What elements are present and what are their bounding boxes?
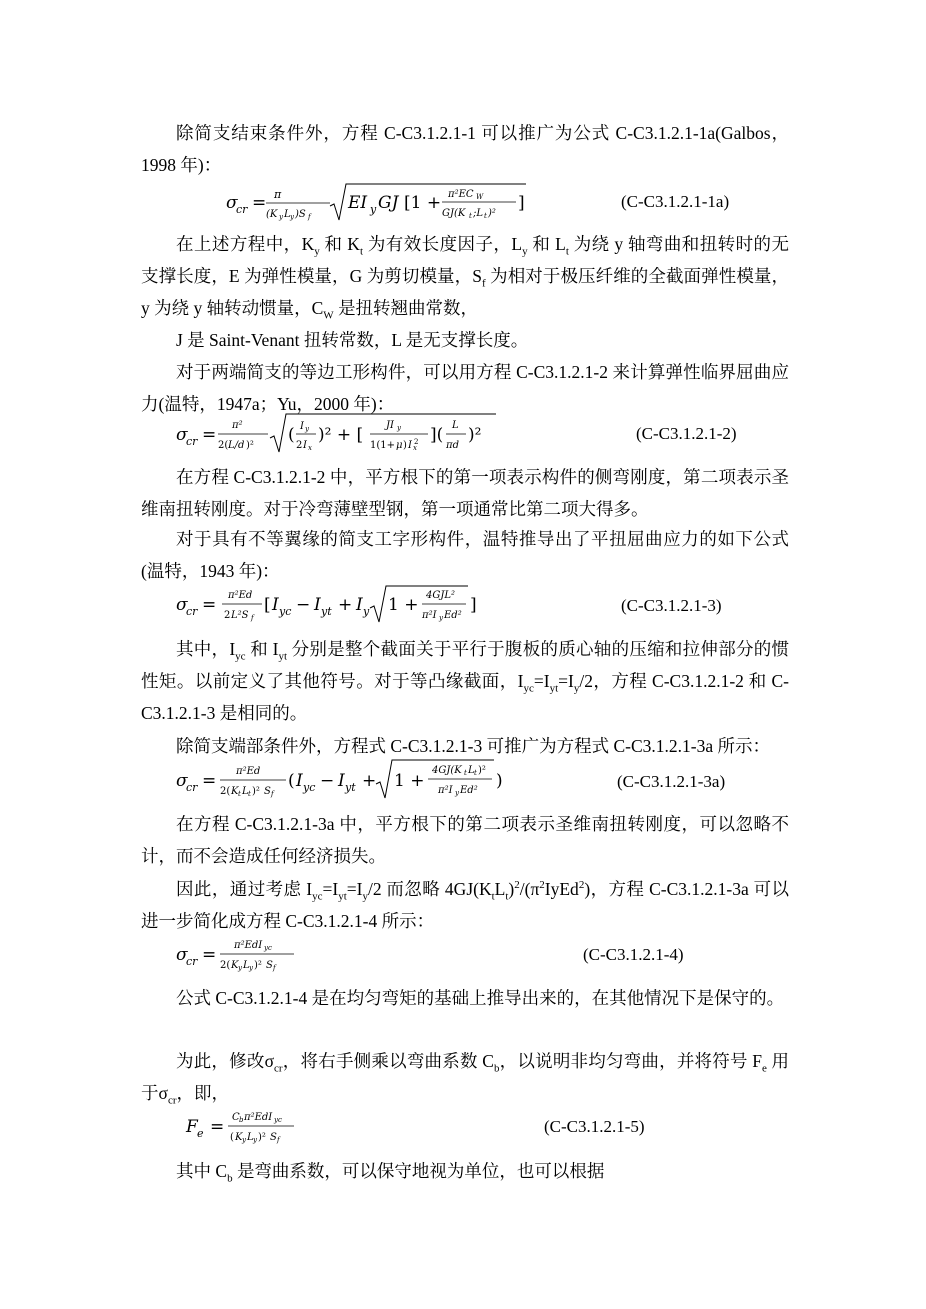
svg-text:π²I: π²I [422,610,437,621]
svg-text:y: y [279,213,283,221]
svg-text:b: b [239,1116,244,1124]
svg-text:I: I [296,771,303,791]
svg-text:π²Ed: π²Ed [236,766,261,777]
equation-5-formula [186,1104,316,1148]
paragraph-text: 对于两端简支的等边工形构件，可以用方程 C-C3.1.2.1-2 来计算弹性临界屈曲应力(温特，1947a；Yu，2000 年)： [141,362,789,415]
svg-text:I: I [356,595,363,615]
svg-text:yc: yc [303,781,316,794]
paragraph-saint-venant [141,324,789,356]
svg-text:=: = [202,425,217,445]
svg-text:cr: cr [186,955,198,968]
svg-text:S: S [270,1132,277,1143]
svg-text:]: ] [470,595,477,615]
paragraph-text: 除简支结束条件外，方程 C-C3.1.2.1-1 可以推广为公式 C-C3.1.2.1-1a(Galbos，1998 年)： [141,123,789,176]
svg-text:2: 2 [296,440,303,451]
svg-text:C: C [232,1112,240,1123]
svg-text:yt: yt [321,605,332,618]
svg-text:yc: yc [279,605,292,618]
svg-text:σ: σ [176,595,188,615]
svg-text:I: I [314,595,321,615]
svg-text:x: x [413,444,417,452]
paragraph-text: 对于具有不等翼缘的简支工字形构件，温特推导出了平扭屈曲应力的如下公式(温特，1943 年)： [141,529,789,582]
svg-text:y: y [363,605,370,618]
paragraph-unequal-flanges [141,523,789,587]
equation-3-formula [176,582,486,626]
equation-2 [176,412,496,454]
svg-text:t: t [464,769,467,777]
svg-text:2(: 2( [218,440,229,451]
svg-text:F: F [186,1117,198,1137]
svg-text:=: = [252,193,267,213]
svg-text:yc: yc [274,1116,282,1124]
paragraph-cb: 其中 $C_b$ 是弯曲系数，可以保守地视为单位，也可以根据 [176,1161,605,1185]
svg-text:t: t [474,769,477,777]
svg-text:I: I [300,421,304,432]
svg-text:): ) [403,440,407,451]
equation-3a [176,758,506,800]
svg-text:L²S: L²S [231,610,249,621]
svg-text:σ: σ [226,193,238,213]
svg-text:=: = [202,771,217,791]
paragraph-doubly-symmetric [141,356,789,420]
svg-text:)²: )² [246,440,254,451]
svg-text:1(1+: 1(1+ [370,440,396,451]
paragraph-inertia: 其中，$I_{yc}$ 和 $I_{yt}$ 分别是整个截面关于平行于腹板的质心轴的压缩和拉伸部分的惯性矩。以前定义了其他符号。对于等凸缘截面，$I_{yc}=I_{yt}=I_y/2$，方程 C-C3.1.2.1-2 和 C-C3.1.2.1-3 是相同的。 [141,639,790,724]
paragraph-terms [141,461,789,525]
svg-text:S: S [264,786,271,797]
svg-text:+: + [338,595,353,615]
svg-text:σ: σ [176,425,188,445]
svg-text:]: ] [518,193,525,213]
svg-text:4GJ(K: 4GJ(K [432,765,462,776]
equation-number-3a: (C-C3.1.2.1-3a) [617,772,726,791]
svg-text:GJ: GJ [378,193,399,213]
svg-text:π²: π² [232,420,243,431]
svg-text:yt: yt [345,781,356,794]
paragraph-text: J 是 Saint-Venant 扭转常数，L 是无支撑长度。 [176,330,529,350]
svg-text:K: K [231,960,239,971]
svg-text:y: y [253,1136,257,1144]
svg-text:I: I [272,595,279,615]
equation-3a-formula [176,758,506,802]
equation-number-3: (C-C3.1.2.1-3) [621,596,722,615]
svg-text:(: ( [230,1132,234,1143]
equation-1a [226,182,526,224]
svg-text:e: e [197,1127,204,1140]
svg-text:σ: σ [176,945,188,965]
equation-number-2: (C-C3.1.2.1-2) [636,424,737,443]
svg-text:4GJL²: 4GJL² [426,590,456,601]
svg-text:y: y [305,425,309,433]
equation-1a-formula [226,182,526,224]
svg-text:π²EdI: π²EdI [234,940,263,951]
svg-text:cr: cr [236,203,248,216]
svg-text:πd: πd [446,440,459,451]
svg-text:π²EdI: π²EdI [244,1112,273,1123]
svg-text:−: − [296,595,311,615]
paragraph-text: 在方程 C-C3.1.2.1-2 中，平方根下的第一项表示构件的侧弯刚度，第二项表示圣维南扭转刚度。对于冷弯薄壁型钢，第一项通常比第二项大得多。 [141,467,789,520]
svg-text:)²: )² [478,765,486,776]
svg-text:I: I [338,771,345,791]
svg-text:f: f [308,213,311,221]
svg-text:L/d: L/d [228,440,245,451]
equation-2-formula [176,412,496,456]
svg-text:f: f [277,1136,280,1144]
paragraph-definitions: 在上述方程中，$K_y$ 和 $K_t$ 为有效长度因子，$L_y$ 和 $L_t$ 为绕 y 轴弯曲和扭转时的无支撑长度，E 为弹性模量，G 为剪切模量，$S_f$ 为相对于极压纤维的全截面弹性模量，y 为绕 y 轴转动惯量，$C_W$ 是扭转翘曲常数， [141,234,789,322]
equation-number-5: (C-C3.1.2.1-5) [544,1117,645,1136]
svg-text:y: y [249,964,253,972]
svg-text:GJ(K: GJ(K [442,208,466,219]
equation-number-1a: (C-C3.1.2.1-1a) [621,192,730,211]
svg-text:y: y [238,964,242,972]
svg-text:[1 +: [1 + [404,193,442,213]
svg-text:2: 2 [224,610,231,621]
svg-text:)²: )² [258,1132,266,1143]
svg-text:yc: yc [264,944,272,952]
svg-text:L: L [247,1132,254,1143]
svg-text:y: y [290,213,294,221]
svg-text:2(: 2( [220,786,231,797]
svg-text:L: L [468,765,475,776]
paragraph-text: 公式 C-C3.1.2.1-4 是在均匀弯矩的基础上推导出来的，在其他情况下是保守的。 [176,988,785,1008]
svg-text:=: = [202,595,217,615]
paragraph-text: 在方程 C-C3.1.2.1-3a 中，平方根下的第二项表示圣维南扭转刚度，可以忽略不计，而不会造成任何经济损失。 [141,814,789,867]
svg-text:I: I [408,440,412,451]
svg-text:[: [ [264,595,271,615]
svg-text:1 +: 1 + [394,771,425,791]
svg-text:μ: μ [396,440,403,451]
svg-text:): ) [496,771,503,791]
svg-text:L: L [242,786,249,797]
svg-text:(: ( [288,771,295,791]
svg-text:π: π [274,188,282,201]
svg-text:y: y [242,1136,246,1144]
paragraph-modify: 为此，修改$\sigma_{cr}$，将右手侧乘以弯曲系数 $C_b$，以说明非均匀弯曲，并将符号 $F_e$ 用于$\sigma_{cr}$，即， [141,1051,790,1107]
svg-text:f: f [271,790,274,798]
svg-text:](: ]( [430,425,444,445]
svg-text:Ed²: Ed² [460,785,478,796]
svg-text:2: 2 [414,438,419,446]
svg-text:L: L [243,960,250,971]
paragraph-neglect [141,808,789,872]
svg-text:)² + [: )² + [ [318,425,364,445]
svg-text:t: t [248,790,251,798]
svg-text:x: x [308,444,312,452]
svg-text:EI: EI [348,193,368,213]
svg-text:(: ( [288,425,295,445]
paragraph-text: 除简支端部条件外，方程式 C-C3.1.2.1-3 可推广为方程式 C-C3.1.2.1-3a 所示： [176,736,771,756]
svg-text:π²Ed: π²Ed [228,590,253,601]
svg-text:Ed²: Ed² [444,610,462,621]
paragraph-simplify: 因此，通过考虑 $I_{yc}=I_{yt}=I_y/2$ 而忽略 $4GJ(K_tL_t)^2/(\pi^2IyEd^2)$，方程 C-C3.1.2.1-3a 可以进一步简化成方程 C-C3.1.2.1-4 所示： [141,879,789,932]
svg-text:π²I: π²I [438,785,453,796]
svg-text:I: I [303,440,307,451]
svg-text:S: S [266,960,273,971]
svg-text:cr: cr [186,435,198,448]
svg-text:+: + [362,771,377,791]
svg-text:y: y [455,789,459,797]
svg-text:=: = [202,945,217,965]
svg-text:σ: σ [176,771,188,791]
paragraph-intro [141,117,789,181]
svg-text:t: t [469,212,472,220]
svg-text:)S: )S [295,209,306,220]
svg-text:)²: )² [488,208,496,219]
svg-text:;L: ;L [473,208,484,219]
svg-text:2(: 2( [220,960,231,971]
equation-3 [176,582,486,624]
svg-text:)²: )² [254,960,262,971]
svg-text:(K: (K [266,209,278,220]
svg-text:y: y [397,424,401,432]
svg-text:)²: )² [252,786,260,797]
svg-text:y: y [439,614,443,622]
svg-text:L: L [452,420,459,431]
equation-4-formula [176,932,316,976]
svg-text:L: L [284,209,291,220]
svg-text:y: y [370,203,377,216]
paragraph-uniform-moment [141,982,789,1014]
equation-4 [176,932,316,974]
svg-text:K: K [235,1132,243,1143]
equation-number-4: (C-C3.1.2.1-4) [583,945,684,964]
svg-text:)²: )² [468,425,482,445]
svg-text:f: f [251,614,254,622]
svg-text:t: t [484,212,487,220]
svg-text:W: W [476,193,484,201]
svg-text:−: − [320,771,335,791]
svg-text:1 +: 1 + [388,595,419,615]
svg-text:f: f [273,964,276,972]
svg-text:cr: cr [186,605,198,618]
svg-text:K: K [231,786,239,797]
svg-text:t: t [238,790,241,798]
equation-5 [186,1104,316,1146]
svg-text:JI: JI [386,420,394,431]
svg-text:cr: cr [186,781,198,794]
svg-text:=: = [210,1117,225,1137]
svg-text:π²EC: π²EC [448,189,474,200]
